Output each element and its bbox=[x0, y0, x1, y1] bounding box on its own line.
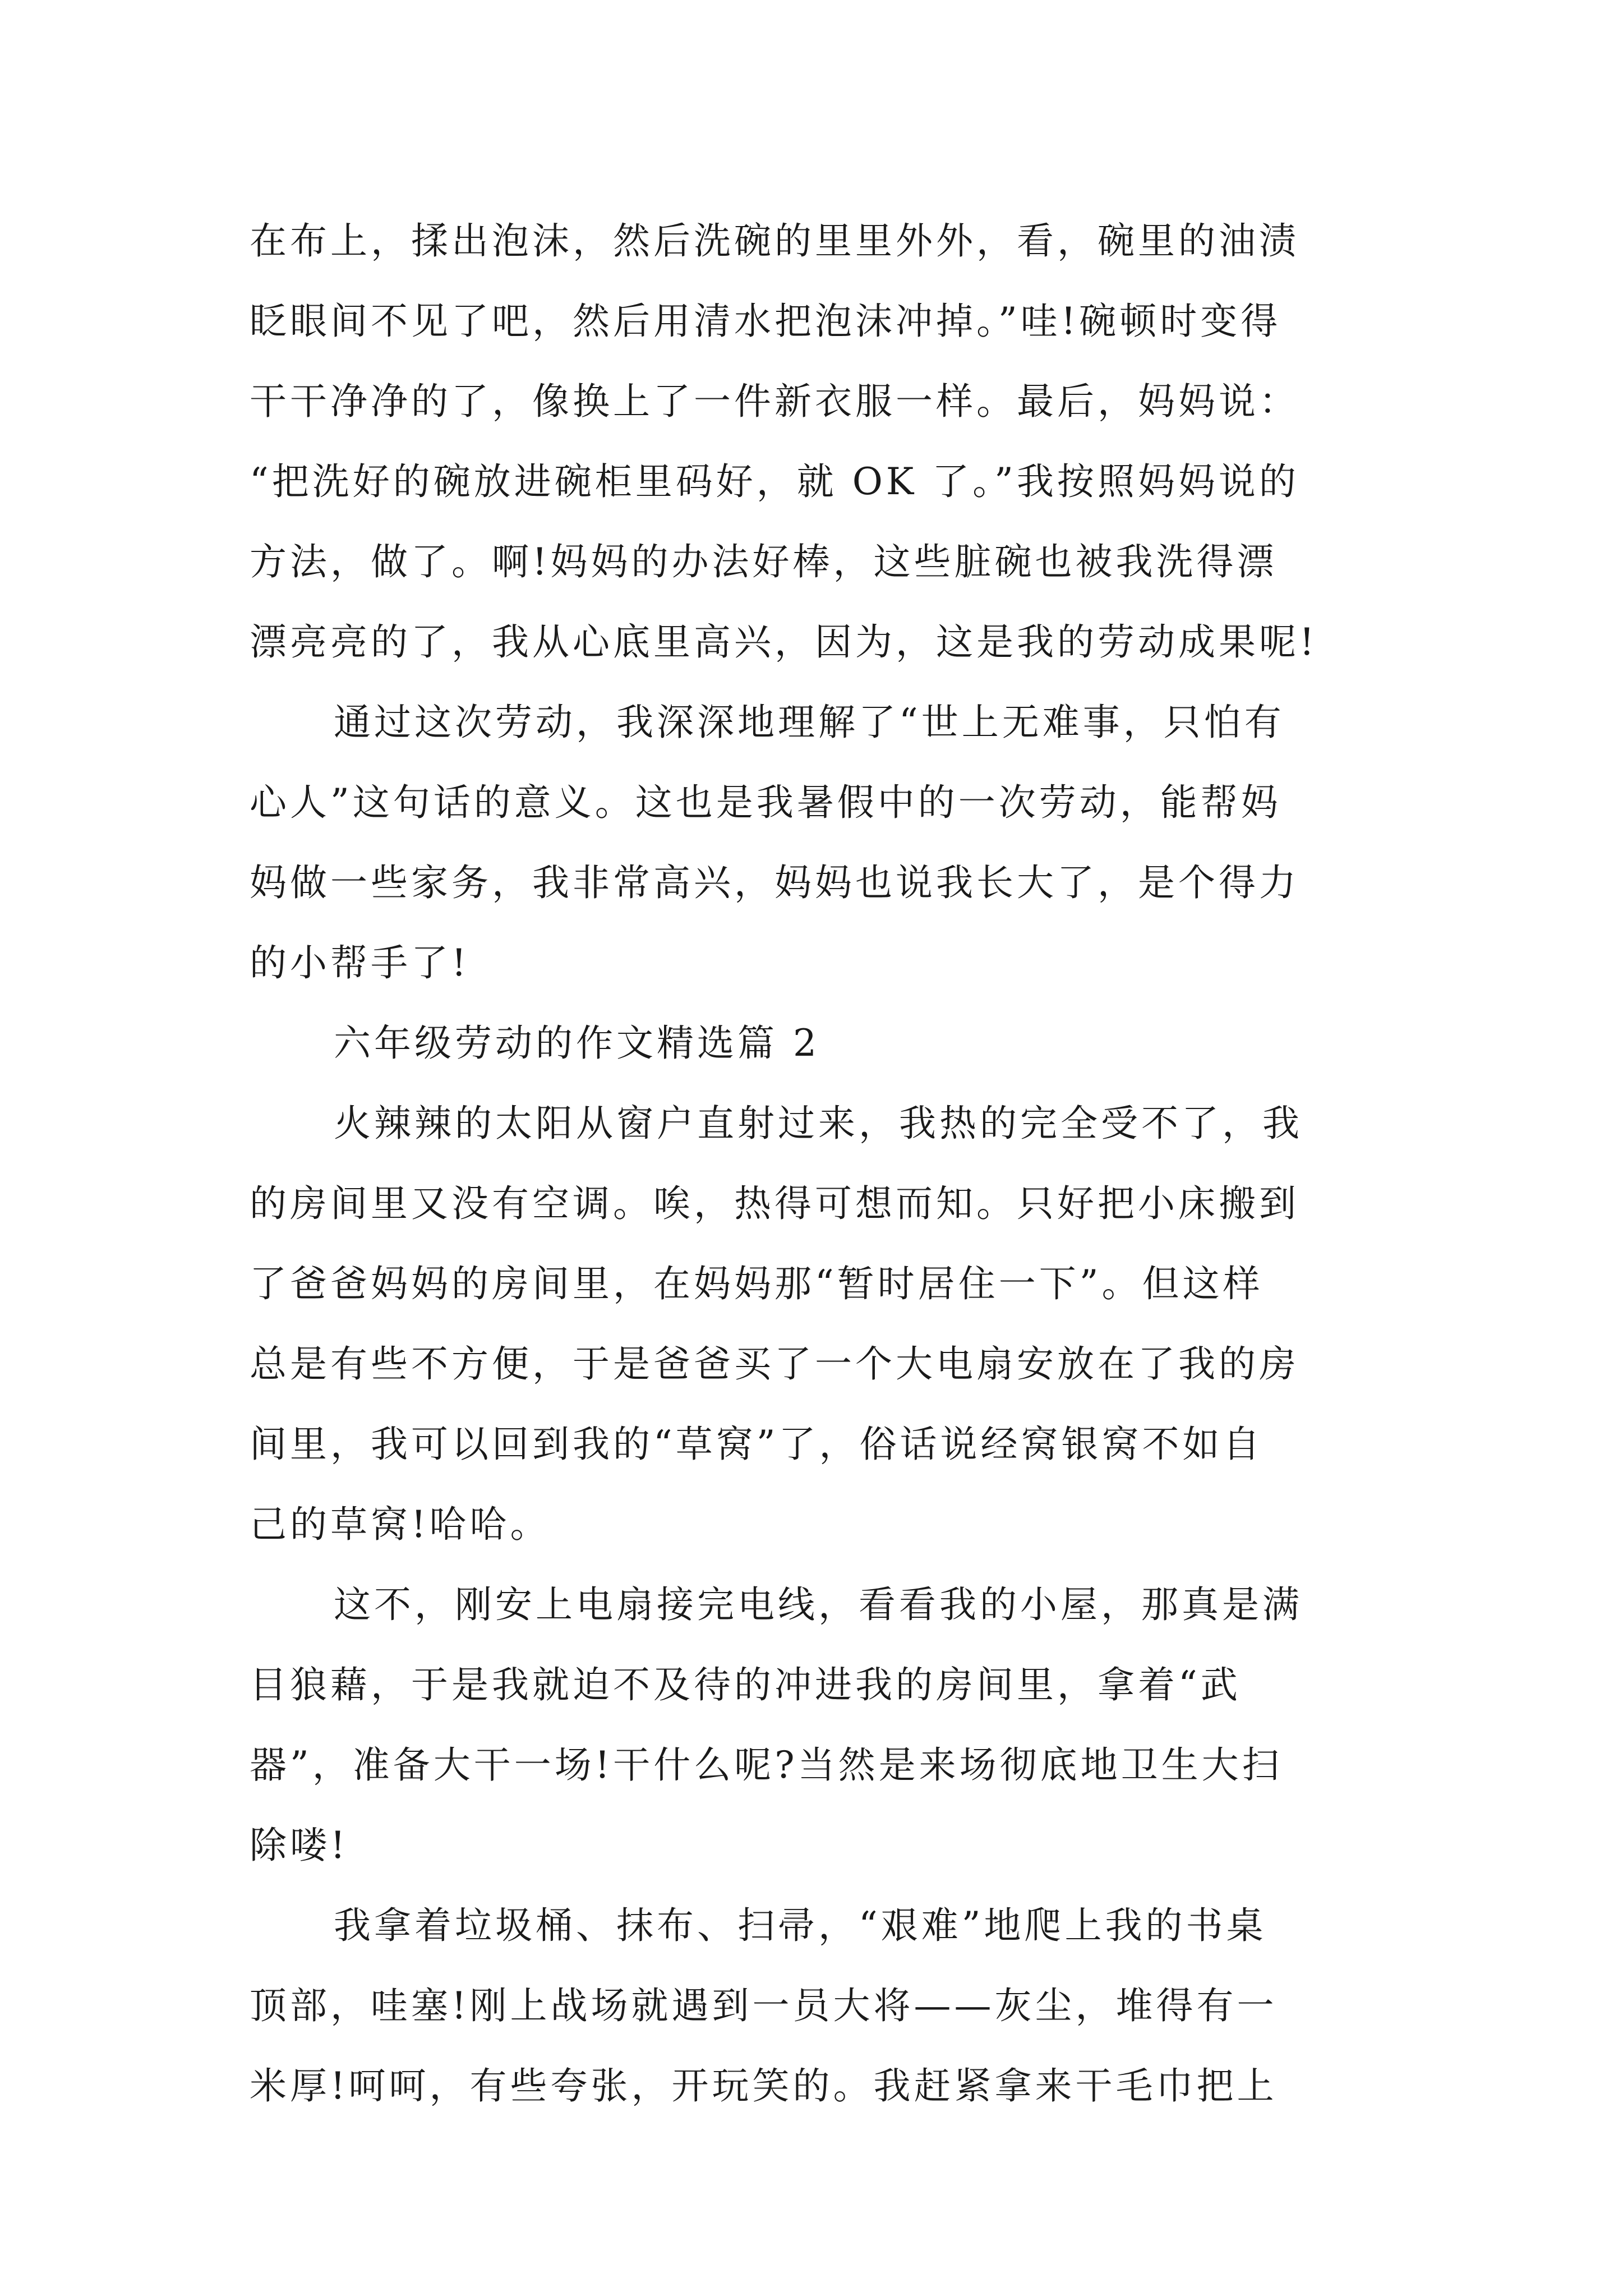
text-line: 间里，我可以回到我的“草窝”了，俗话说经窝银窝不如自 bbox=[250, 1423, 1264, 1466]
text-line: 米厚!呵呵，有些夸张，开玩笑的。我赶紧拿来干毛巾把上 bbox=[250, 2064, 1278, 2108]
text-line: 在布上，揉出泡沫，然后洗碗的里里外外，看，碗里的油渍 bbox=[250, 219, 1299, 263]
text-line: 这不，刚安上电扇接完电线，看看我的小屋，那真是满 bbox=[334, 1583, 1303, 1626]
text-line: 方法，做了。啊!妈妈的办法好棒，这些脏碗也被我洗得漂 bbox=[250, 540, 1278, 583]
text-line: “把洗好的碗放进碗柜里码好，就 OK 了。”我按照妈妈说的 bbox=[250, 460, 1299, 503]
text-line: 妈做一些家务，我非常高兴，妈妈也说我长大了，是个得力 bbox=[250, 861, 1299, 904]
text-line: 总是有些不方便，于是爸爸买了一个大电扇安放在了我的房 bbox=[250, 1342, 1299, 1386]
text-line: 六年级劳动的作文精选篇 2 bbox=[334, 1022, 820, 1065]
text-line: 目狼藉，于是我就迫不及待的冲进我的房间里，拿着“武 bbox=[250, 1663, 1241, 1706]
text-line: 漂亮亮的了，我从心底里高兴，因为，这是我的劳动成果呢! bbox=[250, 620, 1318, 664]
text-line: 干干净净的了，像换上了一件新衣服一样。最后，妈妈说： bbox=[250, 380, 1299, 423]
text-line: 火辣辣的太阳从窗户直射过来，我热的完全受不了，我 bbox=[334, 1102, 1303, 1145]
text-line: 心人”这句话的意义。这也是我暑假中的一次劳动，能帮妈 bbox=[250, 781, 1281, 824]
text-line: 了爸爸妈妈的房间里，在妈妈那“暂时居住一下”。但这样 bbox=[250, 1262, 1264, 1305]
text-line: 的小帮手了! bbox=[250, 941, 470, 984]
text-line: 顶部，哇塞!刚上战场就遇到一员大将——灰尘，堆得有一 bbox=[250, 1984, 1278, 2027]
text-line: 己的草窝!哈哈。 bbox=[250, 1503, 551, 1546]
text-line: 通过这次劳动，我深深地理解了“世上无难事，只怕有 bbox=[334, 701, 1285, 744]
text-line: 器”，准备大干一场!干什么呢?当然是来场彻底地卫生大扫 bbox=[250, 1743, 1283, 1787]
text-line: 的房间里又没有空调。唉，热得可想而知。只好把小床搬到 bbox=[250, 1182, 1299, 1225]
text-line: 除喽! bbox=[250, 1824, 349, 1867]
document-body bbox=[250, 201, 1382, 2126]
text-line: 眨眼间不见了吧，然后用清水把泡沫冲掉。”哇!碗顿时变得 bbox=[250, 300, 1281, 343]
text-line: 我拿着垃圾桶、抹布、扫帚，“艰难”地爬上我的书桌 bbox=[334, 1904, 1267, 1947]
